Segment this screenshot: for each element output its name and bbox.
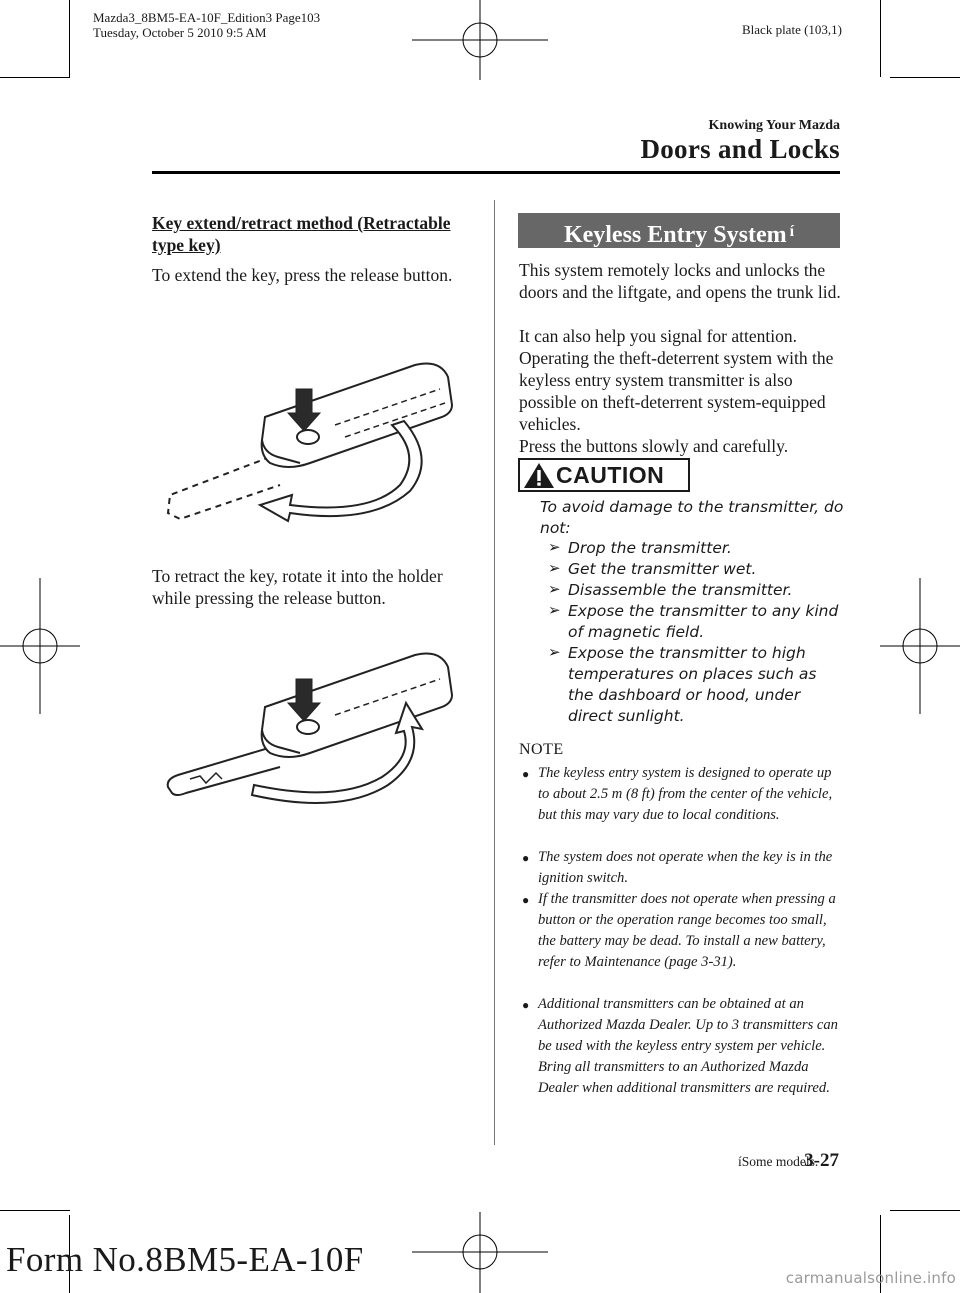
print-info — [93, 10, 320, 40]
registration-mark-bottom — [412, 1212, 548, 1293]
caution-lead: To avoid damage to the transmitter, do not: — [540, 498, 844, 537]
caution-arrow-icon: ➢ — [548, 538, 561, 556]
key-extend-illustration — [160, 345, 460, 525]
note-title: NOTE — [519, 741, 564, 758]
warning-triangle-icon — [523, 462, 555, 489]
plate-label: Black plate (103,1) — [742, 22, 842, 37]
registration-mark-right — [880, 578, 960, 714]
paragraph-extend-key: To extend the key, press the release button. — [152, 265, 453, 285]
intro-paragraph-3: Operating the theft-deterrent system with the keyless entry system transmitter is also possible on theft-deterrent system-equipped vehicles. — [519, 348, 834, 434]
bullet-icon: ● — [522, 851, 530, 865]
paragraph-retract-key: To retract the key, rotate it into the holder while pressing the release button. — [152, 566, 443, 608]
caution-item: Drop the transmitter. — [568, 539, 732, 557]
watermark: carmanualsonline.info — [785, 1269, 956, 1287]
registration-mark-top — [412, 0, 548, 80]
note-item: The keyless entry system is designed to operate up to about 2.5 m (8 ft) from the center of the vehicle, but this may vary due to local conditions. — [538, 765, 833, 823]
banner-star: í — [789, 223, 795, 240]
caution-arrow-icon: ➢ — [548, 580, 561, 598]
note-item: The system does not operate when the key is in the ignition switch. — [538, 849, 833, 886]
note-item: Additional transmitters can be obtained at an Authorized Mazda Dealer. Up to 3 transmitters can be used with the keyless entry system per vehicle. Bring all transmitters to an Authorized Mazda Dealer when additional transmitters are required. — [538, 996, 838, 1096]
column-divider — [494, 200, 495, 1145]
header-rule — [152, 171, 840, 174]
page-title: Doors and Locks — [640, 134, 840, 164]
intro-paragraph-4: Press the buttons slowly and carefully. — [519, 436, 789, 456]
subheading-retractable-key: Key extend/retract method (Retractable type key) — [152, 213, 451, 255]
some-models-footnote: íSome models. — [738, 1154, 819, 1169]
print-info-line1: Mazda3_8BM5-EA-10F_Edition3 Page103 — [93, 10, 321, 25]
bullet-icon: ● — [522, 998, 530, 1012]
caution-arrow-icon: ➢ — [548, 601, 561, 619]
caution-item: Get the transmitter wet. — [568, 560, 757, 578]
caution-item: Expose the transmitter to high temperatures on places such as the dashboard or hood, under direct sunlight. — [568, 644, 817, 725]
bullet-icon: ● — [522, 893, 530, 907]
caution-arrow-icon: ➢ — [548, 643, 561, 661]
caution-item: Disassemble the transmitter. — [568, 581, 793, 599]
intro-paragraph-2: It can also help you signal for attention. — [519, 326, 797, 346]
section-banner — [518, 213, 840, 248]
intro-paragraph-1: This system remotely locks and unlocks the doors and the liftgate, and opens the trunk lid. — [519, 260, 841, 302]
registration-mark-left — [0, 578, 80, 714]
caution-label: CAUTION — [556, 462, 665, 488]
page-number: 3-27 — [804, 1150, 839, 1171]
bullet-icon: ● — [522, 767, 530, 781]
note-item: If the transmitter does not operate when pressing a button or the operation range becomes too small, the battery may be dead. To install a new battery, refer to Maintenance (page 3-31). — [538, 891, 836, 970]
section-label: Knowing Your Mazda — [708, 118, 840, 133]
key-retract-illustration — [160, 645, 460, 825]
print-info-line2: Tuesday, October 5 2010 9:5 AM — [93, 25, 267, 40]
form-number: Form No.8BM5-EA-10F — [6, 1240, 364, 1279]
banner-title: Keyless Entry System — [563, 222, 787, 248]
caution-item: Expose the transmitter to any kind of magnetic field. — [568, 602, 839, 641]
caution-arrow-icon: ➢ — [548, 559, 561, 577]
